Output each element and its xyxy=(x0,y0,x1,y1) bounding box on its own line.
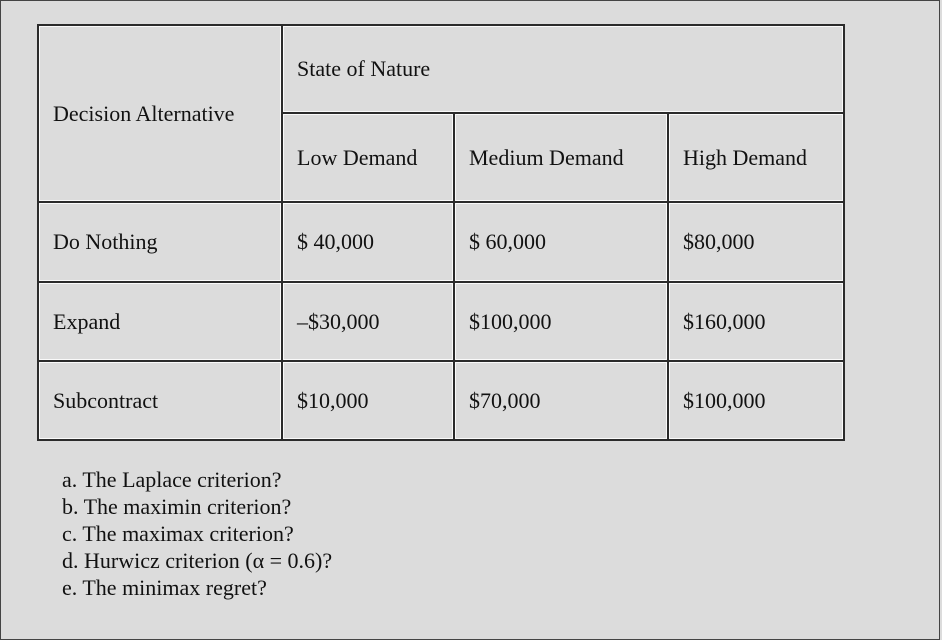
payoff-cell: $160,000 xyxy=(668,282,844,361)
state-of-nature-header: State of Nature xyxy=(282,25,844,113)
state-header-medium: Medium Demand xyxy=(454,113,668,202)
question-item: a. The Laplace criterion? xyxy=(62,467,282,492)
decision-alternative-header: Decision Alternative xyxy=(38,25,282,202)
payoff-table xyxy=(37,24,845,441)
payoff-cell: $100,000 xyxy=(668,361,844,440)
table-row xyxy=(38,202,844,282)
alternative-label: Do Nothing xyxy=(38,202,282,282)
table-row xyxy=(38,282,844,361)
payoff-cell: –$30,000 xyxy=(282,282,454,361)
payoff-cell: $70,000 xyxy=(454,361,668,440)
question-item: c. The maximax criterion? xyxy=(62,521,294,546)
alternative-label: Expand xyxy=(38,282,282,361)
question-item: d. Hurwicz criterion (α = 0.6)? xyxy=(62,548,333,573)
alternative-label: Subcontract xyxy=(38,361,282,440)
payoff-cell: $80,000 xyxy=(668,202,844,282)
payoff-cell: $10,000 xyxy=(282,361,454,440)
question-item: b. The maximin criterion? xyxy=(62,494,292,519)
payoff-cell: $ 40,000 xyxy=(282,202,454,282)
payoff-cell: $100,000 xyxy=(454,282,668,361)
payoff-cell: $ 60,000 xyxy=(454,202,668,282)
question-item: e. The minimax regret? xyxy=(62,575,267,600)
table-row xyxy=(38,361,844,440)
state-header-high: High Demand xyxy=(668,113,844,202)
state-header-low: Low Demand xyxy=(282,113,454,202)
question-list xyxy=(62,466,332,601)
